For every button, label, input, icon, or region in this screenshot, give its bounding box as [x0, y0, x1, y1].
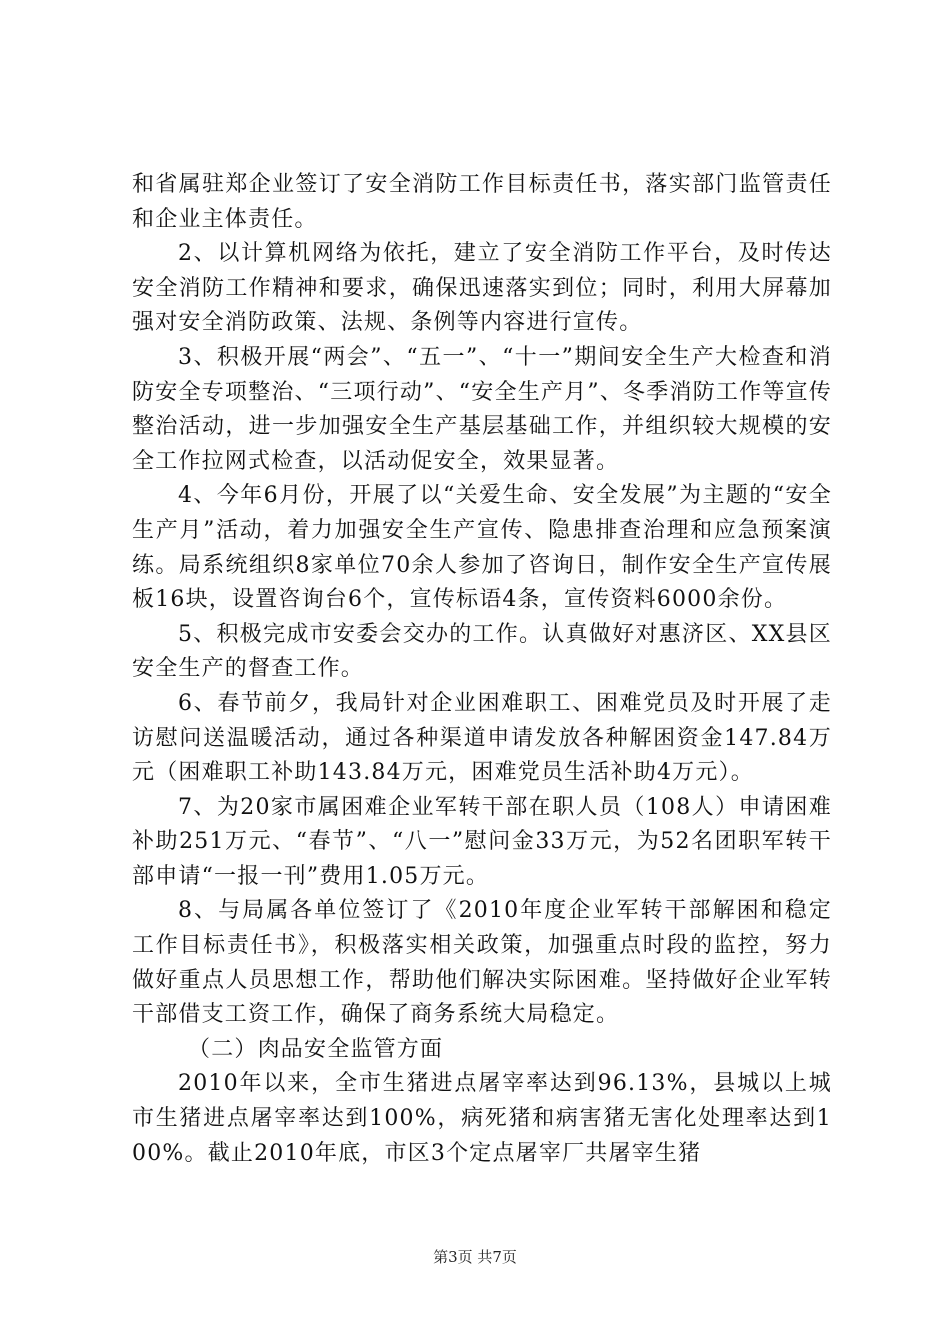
paragraph-item-6: 6、春节前夕，我局针对企业困难职工、困难党员及时开展了走访慰问送温暖活动，通过各种渠道申请发放各种解困资金147.84万元（困难职工补助143.84万元，困难党员生活补助4万元）。	[132, 690, 832, 786]
paragraph-meat-safety: 2010年以来，全市生猪进点屠宰率达到96.13%，县城以上城市生猪进点屠宰率达到100%，病死猪和病害猪无害化处理率达到100%。截止2010年底，市区3个定点屠宰厂共屠宰生猪	[132, 1071, 832, 1166]
paragraph-item-5: 5、积极完成市安委会交办的工作。认真做好对惠济区、XX县区安全生产的督查工作。	[132, 621, 832, 682]
section-heading: （二）肉品安全监管方面	[188, 1036, 444, 1062]
page-footer: 第3页 共7页	[433, 1248, 517, 1266]
paragraph-item-3: 3、积极开展“两会”、“五一”、“十一”期间安全生产大检查和消防安全专项整治、“三项行动”、“安全生产月”、冬季消防工作等宣传整治活动，进一步加强安全生产基层基础工作，并组织较大规模的安全工作拉网式检查，以活动促安全，效果显著。	[132, 344, 832, 474]
paragraph-item-2: 2、以计算机网络为依托，建立了安全消防工作平台，及时传达安全消防工作精神和要求，确保迅速落实到位；同时，利用大屏幕加强对安全消防政策、法规、条例等内容进行宣传。	[132, 241, 832, 336]
document-body	[132, 168, 832, 1171]
paragraph-item-4: 4、今年6月份，开展了以“关爱生命、安全发展”为主题的“安全生产月”活动，着力加强安全生产宣传、隐患排查治理和应急预案演练。局系统组织8家单位70余人参加了咨询日，制作安全生产宣传展板16块，设置咨询台6个，宣传标语4条，宣传资料6000余份。	[132, 483, 832, 613]
paragraph-continuation: 和省属驻郑企业签订了安全消防工作目标责任书，落实部门监管责任和企业主体责任。	[132, 172, 832, 232]
paragraph-item-8: 8、与局属各单位签订了《2010年度企业军转干部解困和稳定工作目标责任书》，积极落实相关政策，加强重点时段的监控，努力做好重点人员思想工作，帮助他们解决实际困难。坚持做好企业军转干部借支工资工作，确保了商务系统大局稳定。	[132, 898, 832, 1028]
paragraph-item-7: 7、为20家市属困难企业军转干部在职人员（108人）申请困难补助251万元、“春节”、“八一”慰问金33万元，为52名团职军转干部申请“一报一刊”费用1.05万元。	[132, 794, 832, 889]
